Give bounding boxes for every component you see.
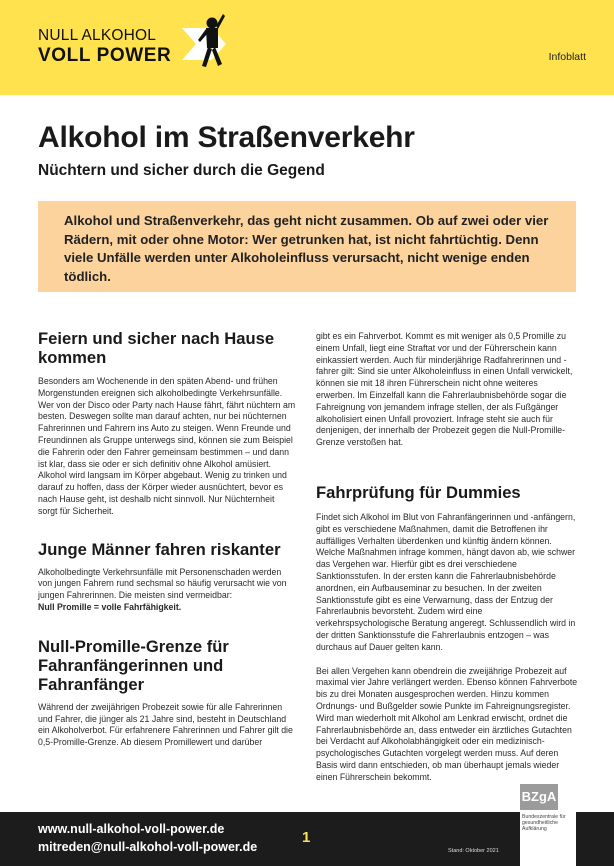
bzga-logo-mark: BZgA bbox=[520, 784, 558, 810]
page-number: 1 bbox=[302, 829, 311, 846]
section-heading-dummies: Fahrprüfung für Dummies bbox=[316, 482, 521, 502]
left-column bbox=[38, 329, 296, 749]
logo-line1: NULL ALKOHOL bbox=[38, 27, 157, 44]
section-heading-feiern: Feiern und sicher nach Hause kommen bbox=[38, 329, 275, 367]
bzga-logo-subtitle: Bundeszentrale für gesundheitliche Aufklärung bbox=[522, 814, 566, 833]
section-body-dummies-2: Bei allen Vergehen kann obendrein die zweijährige Probezeit auf maximal vier Jahre verlängert werden. Ebenso können Fahrverbote bis zu drei Monaten ausgesprochen werden. Hinzu kommen Ordnungs- und Bußgelder sowie Punkte im Fahreignungsregister. Wird man wiederholt mit Alkohol am Lenkrad erwischt, ordnet die Fahrerlaubnisbehörde an, dass entweder ein ärztliches Gutachten bei Verdacht auf Alkoholabhängigkeit oder ein medizinisch-psychologisches Gutachten vorgelegt werden muss. Auf deren Basis wird dann entschieden, ob man überhaupt jemals wieder einen Führerschein bekommt. bbox=[316, 665, 578, 782]
logo bbox=[38, 28, 171, 65]
section-heading-maenner: Junge Männer fahren riskanter bbox=[38, 539, 281, 559]
jumping-person-icon bbox=[196, 14, 226, 72]
date-stamp: Stand: Oktober 2021 bbox=[448, 848, 499, 854]
section-emphasis-maenner: Null Promille = volle Fahrfähigkeit. bbox=[38, 601, 182, 612]
page-subtitle: Nüchtern und sicher durch die Gegend bbox=[38, 162, 325, 179]
section-body-dummies-1: Findet sich Alkohol im Blut von Fahranfängerinnen und -anfängern, gibt es verschiedene Maßnahmen, damit die Betroffenen ihr auffälliges Verhalten überdenken und künftig ändern können. Welche Maßnahmen infrage kommen, hängt davon ab, wie schwer das Vergehen war. Hierfür gibt es drei verschiedene Sanktionsstufen. In der ersten kann die Fahrerlaubnisbehörde anordnen, ein Aufbauseminar zu besuchen. In der zweiten Sanktionsstufe gibt es eine Verwarnung, dass der Entzug der Fahrerlaubnis bevorsteht. Zudem wird eine verkehrspsychologische Beratung angeregt. Schlussendlich wird in der dritten Sanktionsstufe die Fahrerlaubnis entzogen – was durchaus auf Dauer gelten kann. bbox=[316, 511, 576, 652]
section-heading-null-promille: Null-Promille-Grenze für Fahranfängerinnen und Fahranfänger bbox=[38, 636, 229, 694]
footer-email-link[interactable]: mitreden@null-alkohol-voll-power.de bbox=[38, 840, 258, 854]
intro-box: Alkohol und Straßenverkehr, das geht nicht zusammen. Ob auf zwei oder vier Rädern, mit oder ohne Motor: Wer getrunken hat, ist nicht fahrtüchtig. Denn viele Unfälle werden unter Alkoholeinfluss verursacht, nicht wenige enden tödlich. bbox=[38, 201, 576, 292]
bzga-logo bbox=[520, 778, 576, 866]
logo-line2: VOLL POWER bbox=[38, 44, 172, 66]
section-body-feiern: Besonders am Wochenende in den späten Abend- und frühen Morgenstunden ereignen sich alkoholbedingte Verkehrsunfälle. Wer von der Disco oder Party nach Hause fährt, fährt nüchtern am besten. Deswegen sollte man darauf achten, nur bei nüchternen Fahrerinnen und Fahrern ins Auto zu steigen. Wenn Freunde und Freundinnen als Gruppe unterwegs sind, können sie zum Beispiel die Fahrerin oder den Fahrer gemeinsam bestimmen – und dann ist klar, dass sie oder er sich definitiv ohne Alkohol amüsiert. Alkohol wird langsam im Körper abgebaut. Wenig zu trinken und darauf zu hoffen, dass der Körper wieder ausnüchtert, bevor es nach Hause geht, ist deshalb nicht sinnvoll. Nur Nüchternheit sorgt für Sicherheit. bbox=[38, 376, 296, 516]
section-body-null-promille: Während der zweijährigen Probezeit sowie für alle Fahrerinnen und Fahrer, die jünger als 21 Jahre sind, besteht in Deutschland ein Alkoholverbot. Für erfahrenere Fahrerinnen und Fahrer gilt die 0,5-Promille-Grenze. Ab diesem Promillewert und darüber bbox=[38, 701, 293, 748]
right-column bbox=[316, 331, 578, 784]
header-band bbox=[0, 0, 614, 95]
footer-website-link[interactable]: www.null-alkohol-voll-power.de bbox=[38, 822, 225, 836]
section-body-null-promille-continued: gibt es ein Fahrverbot. Kommt es mit weniger als 0,5 Promille zu einem Unfall, liegt eine Straftat vor und der Führerschein kann einkassiert werden. Auch für minderjährige Radfahrerinnen und -fahrer gilt: Sind sie unter Alkoholeinfluss in einen Unfall verwickelt, können sie mit 18 ihren Führerschein nicht ohne weiteres erwerben. Im Einzelfall kann die Fahrerlaubnisbehörde sogar die Fahreignung von jemandem infrage stellen, der als Fußgänger alkoholisiert einen Unfall provoziert. Infrage steht sie auch für denjenigen, der innerhalb der Probezeit gegen die Null-Promille-Grenze verstoßen hat. bbox=[316, 331, 573, 448]
section-body-maenner: Alkoholbedingte Verkehrsunfälle mit Personenschaden werden von jungen Fahrern rund sechsmal so häufig verursacht wie von jungen Fahrerinnen. Die meisten sind vermeidbar: bbox=[38, 566, 287, 601]
page-title: Alkohol im Straßenverkehr bbox=[38, 121, 415, 154]
document-type-label: Infoblatt bbox=[548, 51, 586, 63]
